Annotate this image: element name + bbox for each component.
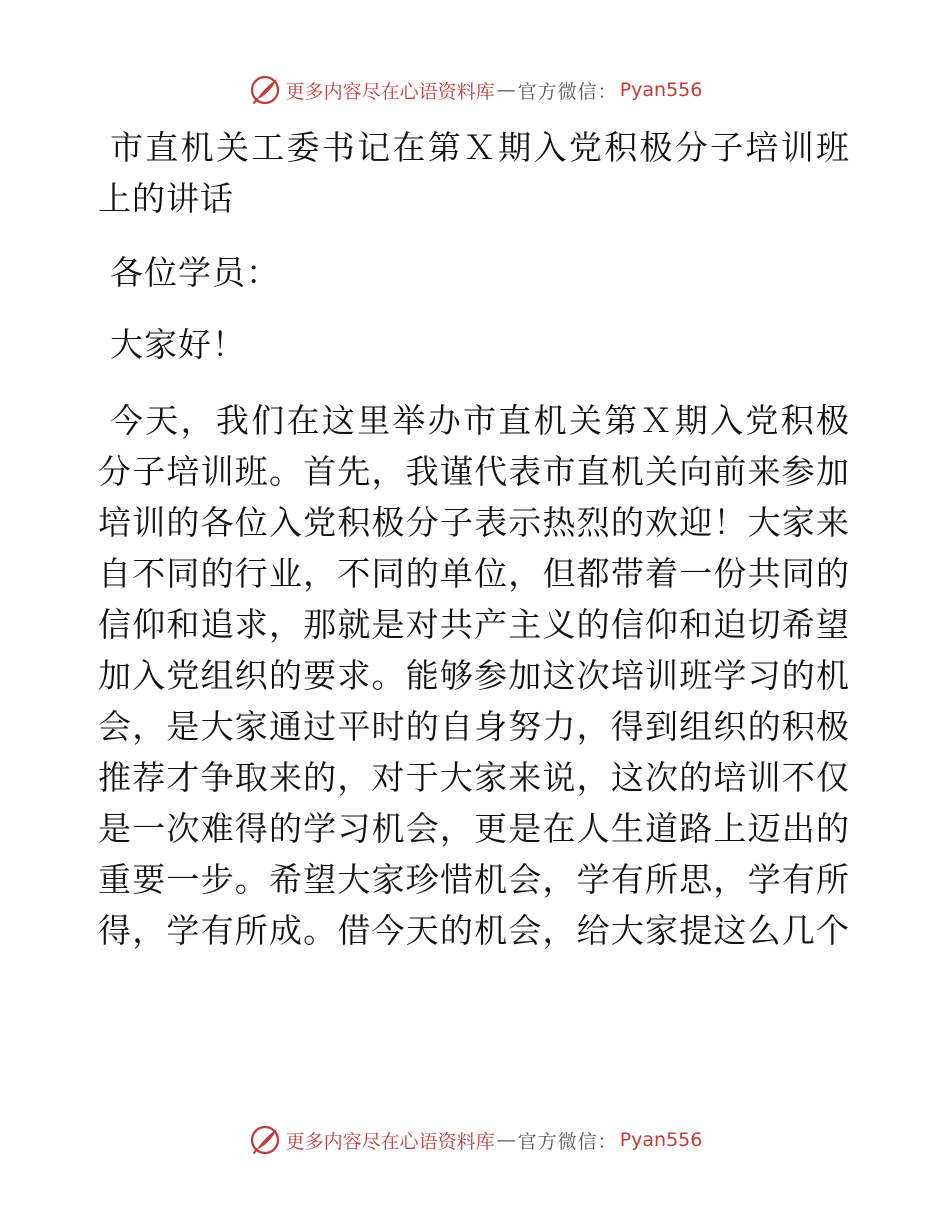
watermark-main-text: 更多内容尽在心语资料库: [285, 80, 495, 103]
header-watermark: [0, 70, 950, 110]
greeting: 大家好！: [110, 325, 246, 364]
body-paragraph: [98, 395, 850, 956]
body-line: 自不同的行业，不同的单位，但都带着一份共同的: [98, 554, 850, 593]
body-line: 是一次难得的学习机会，更是在人生道路上迈出的: [98, 809, 850, 848]
body-line: 分子培训班。首先，我谨代表市直机关向前来参加: [98, 452, 850, 491]
watermark-separator: —: [496, 1129, 516, 1151]
document-body: [98, 122, 850, 956]
watermark-separator: —: [496, 79, 516, 101]
salutation: 各位学员：: [110, 253, 280, 292]
watermark-wechat-label: 官方微信：: [517, 80, 618, 103]
body-line: 加入党组织的要求。能够参加这次培训班学习的机: [98, 656, 850, 695]
watermark-main-text: 更多内容尽在心语资料库: [285, 1130, 495, 1153]
body-line: 推荐才争取来的，对于大家来说，这次的培训不仅: [98, 758, 850, 797]
body-line: 培训的各位入党积极分子表示热烈的欢迎！大家来: [98, 503, 850, 542]
body-line: 得，学有所成。借今天的机会，给大家提这么几个: [98, 911, 850, 950]
quill-logo-icon: [248, 1123, 282, 1157]
watermark-wechat-id: Pyan556: [619, 1129, 703, 1151]
body-line: 今天，我们在这里举办市直机关第Ｘ期入党积极: [110, 401, 850, 440]
footer-watermark: [0, 1120, 950, 1160]
title-line-2: 上的讲话: [98, 179, 234, 218]
body-line: 会，是大家通过平时的自身努力，得到组织的积极: [98, 707, 850, 746]
body-line: 重要一步。希望大家珍惜机会，学有所思，学有所: [98, 860, 850, 899]
body-line: 信仰和追求，那就是对共产主义的信仰和迫切希望: [98, 605, 850, 644]
document-title: [98, 122, 850, 224]
title-line-1: 市直机关工委书记在第Ｘ期入党积极分子培训班: [110, 128, 850, 167]
watermark-wechat-label: 官方微信：: [517, 1130, 618, 1153]
watermark-wechat-id: Pyan556: [619, 79, 703, 101]
quill-logo-icon: [248, 73, 282, 107]
